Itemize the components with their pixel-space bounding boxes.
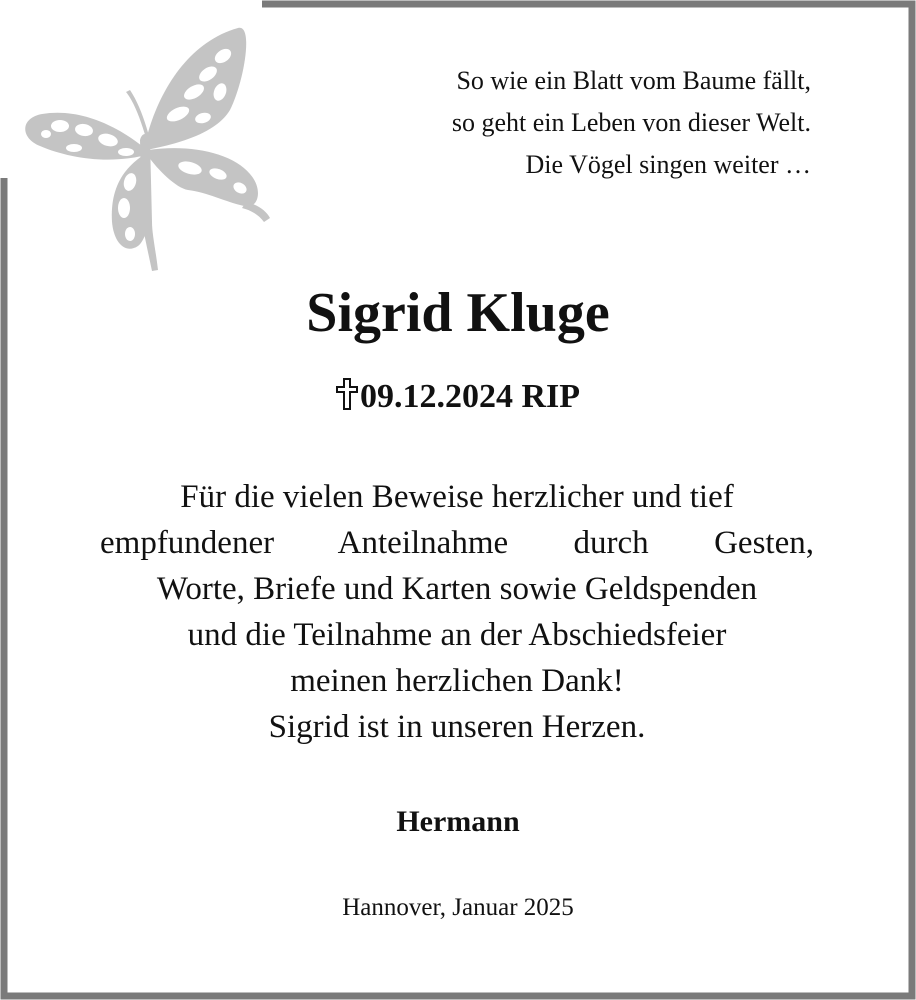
poem-line-1: So wie ein Blatt vom Baume fällt, <box>456 66 811 95</box>
cross-icon <box>336 378 358 410</box>
deceased-name: Sigrid Kluge <box>306 282 610 344</box>
poem <box>452 60 811 186</box>
death-date-line <box>0 375 916 419</box>
message-line-5: meinen herzlichen Dank! <box>290 663 624 699</box>
message-line-2: empfundener Anteilnahme durch Gesten, <box>100 525 814 561</box>
death-date: 09.12.2024 RIP <box>359 378 581 415</box>
message-line-3: Worte, Briefe und Karten sowie Geldspenden <box>156 571 758 607</box>
signature: Hermann <box>396 805 520 838</box>
place-date: Hannover, Januar 2025 <box>342 894 574 921</box>
thank-you-message <box>100 474 814 750</box>
butterfly-icon <box>18 22 273 277</box>
poem-line-3: Die Vögel singen weiter … <box>525 150 811 179</box>
message-line-1: Für die vielen Beweise herzlicher und tief <box>180 479 734 515</box>
poem-line-2: so geht ein Leben von dieser Welt. <box>451 108 811 137</box>
message-line-4: und die Teilnahme an der Abschiedsfeier <box>187 617 727 653</box>
message-line-6: Sigrid ist in unseren Herzen. <box>268 709 646 745</box>
